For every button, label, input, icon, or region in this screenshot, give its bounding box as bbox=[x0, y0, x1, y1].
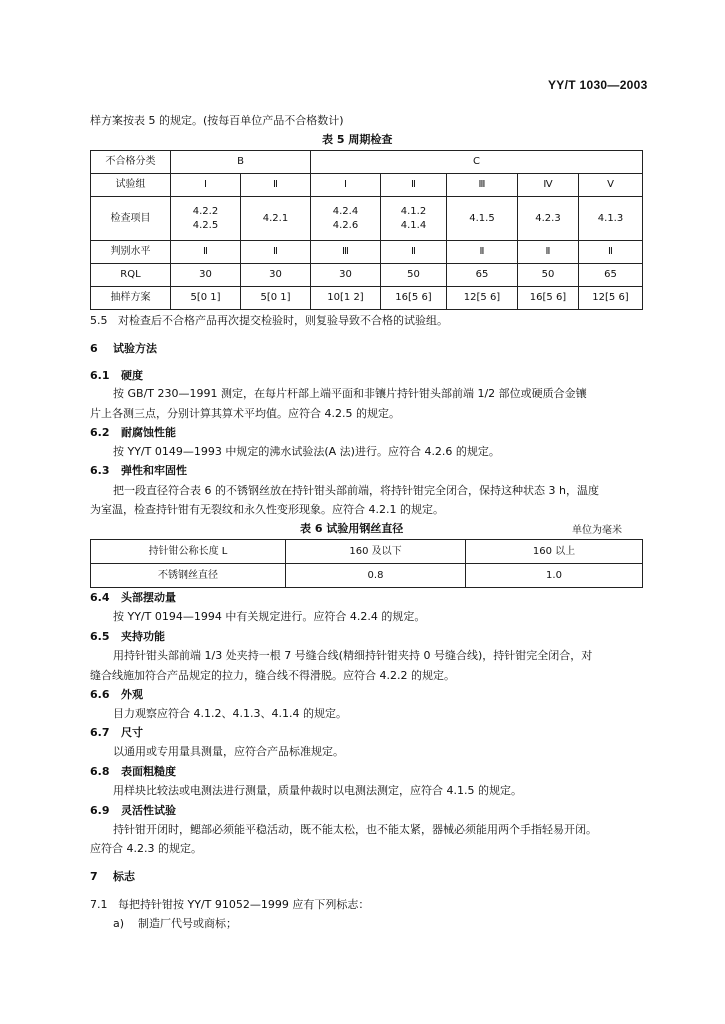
clause-title: 耐腐蚀性能 bbox=[121, 426, 176, 439]
list-item bbox=[113, 915, 237, 931]
table-cell: Ⅱ bbox=[241, 241, 311, 264]
clause-6-1-line2: 片上各测三点，分别计算其算术平均值。应符合 4.2.5 的规定。 bbox=[90, 407, 400, 420]
clause-7-1 bbox=[90, 896, 369, 912]
clause-text: 对检查后不合格产品再次提交检验时，则复验导致不合格的试验组。 bbox=[118, 314, 448, 327]
clause-title: 弹性和牢固性 bbox=[121, 464, 187, 477]
clause-6-7-heading bbox=[90, 724, 143, 740]
clause-6-7-line1: 以通用或专用量具测量，应符合产品标准规定。 bbox=[113, 745, 344, 758]
clause-number: 6.3 bbox=[90, 464, 110, 477]
clause-number: 6.4 bbox=[90, 591, 110, 604]
intro-line: 样方案按表 5 的规定。(按每百单位产品不合格数计) bbox=[90, 114, 344, 127]
cell-line: 4.1.4 bbox=[400, 219, 427, 231]
table-cell: Ⅱ bbox=[518, 241, 579, 264]
clause-title: 硬度 bbox=[121, 369, 143, 382]
clause-number: 6.7 bbox=[90, 726, 110, 739]
clause-6-3-line1: 把一段直径符合表 6 的不锈钢丝放在持针钳头部前端，将持针钳完全闭合，保持这种状态 3 h，温度 bbox=[113, 484, 599, 497]
table-row bbox=[91, 241, 643, 264]
table-cell: 12[5 6] bbox=[447, 287, 518, 310]
clause-number: 6.2 bbox=[90, 426, 110, 439]
section-title: 标志 bbox=[112, 870, 135, 883]
cell-line: 4.2.2 bbox=[192, 205, 219, 217]
clause-6-8-line1: 用样块比较法或电测法进行测量，质量仲裁时以电测法测定，应符合 4.1.5 的规定。 bbox=[113, 784, 522, 797]
clause-number: 7.1 bbox=[90, 898, 108, 911]
clause-6-2-line1: 按 YY/T 0149—1993 中规定的沸水试验法(A 法)进行。应符合 4.2.6 的规定。 bbox=[113, 445, 500, 458]
clause-6-9-heading bbox=[90, 802, 176, 818]
table-cell: 65 bbox=[579, 264, 643, 287]
cell-line: 4.2.4 bbox=[332, 205, 359, 217]
para-5-5 bbox=[90, 312, 448, 328]
clause-6-5-line1: 用持针钳头部前端 1/3 处夹持一根 7 号缝合线(精细持针钳夹持 0 号缝合线)，持针钳完全闭合，对 bbox=[113, 649, 593, 662]
clause-6-6-heading bbox=[90, 686, 143, 702]
list-label: a) bbox=[113, 917, 125, 930]
table-cell: 65 bbox=[447, 264, 518, 287]
clause-title: 表面粗糙度 bbox=[121, 765, 176, 778]
section-number: 6 bbox=[90, 342, 98, 355]
table-cell: Ⅳ bbox=[518, 174, 579, 197]
table-cell: B bbox=[171, 151, 311, 174]
table-cell: 30 bbox=[171, 264, 241, 287]
clause-title: 外观 bbox=[121, 688, 143, 701]
table-row bbox=[91, 174, 643, 197]
table-cell: Ⅲ bbox=[447, 174, 518, 197]
clause-title: 灵活性试验 bbox=[121, 804, 176, 817]
clause-6-2-heading bbox=[90, 424, 176, 440]
clause-title: 夹持功能 bbox=[121, 630, 165, 643]
table-cell: C bbox=[311, 151, 643, 174]
table6 bbox=[90, 539, 643, 588]
table-cell: 160 及以下 bbox=[286, 540, 466, 564]
table-cell: 4.1.5 bbox=[447, 197, 518, 241]
clause-6-6-line1: 目力观察应符合 4.1.2、4.1.3、4.1.4 的规定。 bbox=[113, 707, 347, 720]
clause-6-9-line1: 持针钳开闭时，鳃部必须能平稳活动，既不能太松，也不能太紧，器械必须能用两个手指轻易开闭。 bbox=[113, 823, 597, 836]
table-cell: Ⅱ bbox=[381, 174, 447, 197]
cell-line: 4.2.6 bbox=[332, 219, 359, 231]
table-row bbox=[91, 540, 643, 564]
table-cell: 5[0 1] bbox=[241, 287, 311, 310]
table5-title: 表 5 周期检查 bbox=[322, 133, 393, 146]
clause-6-1-line1: 按 GB/T 230—1991 测定，在每片杆部上端平面和非镶片持针钳头部前端 1/2 部位或硬质合金镶 bbox=[113, 387, 587, 400]
table-cell: 30 bbox=[311, 264, 381, 287]
table6-unit: 单位为毫米 bbox=[572, 525, 622, 536]
table-cell: 12[5 6] bbox=[579, 287, 643, 310]
clause-6-3-line2: 为室温，检查持针钳有无裂纹和永久性变形现象。应符合 4.2.1 的规定。 bbox=[90, 503, 444, 516]
table-cell: Ⅰ bbox=[311, 174, 381, 197]
table-cell: 持针钳公称长度 L bbox=[91, 540, 286, 564]
table-cell: Ⅴ bbox=[579, 174, 643, 197]
table-cell: 1.0 bbox=[466, 564, 643, 588]
table-cell: 4.2.1 bbox=[241, 197, 311, 241]
section-number: 7 bbox=[90, 870, 98, 883]
clause-6-3-heading bbox=[90, 462, 187, 478]
clause-title: 尺寸 bbox=[121, 726, 143, 739]
clause-number: 6.9 bbox=[90, 804, 110, 817]
table-cell bbox=[171, 197, 241, 241]
clause-6-5-line2: 缝合线施加符合产品规定的拉力，缝合线不得滑脱。应符合 4.2.2 的规定。 bbox=[90, 669, 455, 682]
table-cell: Ⅰ bbox=[171, 174, 241, 197]
table-cell: Ⅱ bbox=[381, 241, 447, 264]
cell-line: 4.1.2 bbox=[400, 205, 427, 217]
table-cell: 16[5 6] bbox=[381, 287, 447, 310]
table-row bbox=[91, 151, 643, 174]
clause-6-4-line1: 按 YY/T 0194—1994 中有关规定进行。应符合 4.2.4 的规定。 bbox=[113, 610, 426, 623]
cell-line: 4.2.5 bbox=[192, 219, 219, 231]
table-cell: Ⅲ bbox=[311, 241, 381, 264]
table-cell: Ⅱ bbox=[241, 174, 311, 197]
table-cell: 抽样方案 bbox=[91, 287, 171, 310]
clause-number: 6.6 bbox=[90, 688, 110, 701]
table6-title: 表 6 试验用钢丝直径 bbox=[300, 522, 404, 535]
clause-number: 5.5 bbox=[90, 314, 108, 327]
table-cell bbox=[311, 197, 381, 241]
clause-title: 头部摆动量 bbox=[121, 591, 176, 604]
table-cell: 检查项目 bbox=[91, 197, 171, 241]
clause-6-9-line2: 应符合 4.2.3 的规定。 bbox=[90, 842, 202, 855]
clause-6-1-heading bbox=[90, 367, 143, 383]
table-cell: 不锈钢丝直径 bbox=[91, 564, 286, 588]
clause-6-8-heading bbox=[90, 763, 176, 779]
clause-text: 每把持针钳按 YY/T 91052—1999 应有下列标志： bbox=[118, 898, 370, 911]
table-row bbox=[91, 564, 643, 588]
table-cell bbox=[381, 197, 447, 241]
table-cell: 30 bbox=[241, 264, 311, 287]
table-cell: 4.1.3 bbox=[579, 197, 643, 241]
table-row bbox=[91, 264, 643, 287]
section-6-heading bbox=[90, 340, 157, 356]
clause-number: 6.5 bbox=[90, 630, 110, 643]
clause-6-5-heading bbox=[90, 628, 165, 644]
table5 bbox=[90, 150, 643, 310]
table-cell: RQL bbox=[91, 264, 171, 287]
clause-number: 6.8 bbox=[90, 765, 110, 778]
table-cell: 5[0 1] bbox=[171, 287, 241, 310]
clause-6-4-heading bbox=[90, 589, 176, 605]
table-row bbox=[91, 287, 643, 310]
section-7-heading bbox=[90, 868, 135, 884]
standard-number: YY/T 1030—2003 bbox=[548, 78, 648, 92]
table-cell: Ⅱ bbox=[447, 241, 518, 264]
list-text: 制造厂代号或商标； bbox=[138, 917, 238, 930]
table-cell: 0.8 bbox=[286, 564, 466, 588]
table-cell: 试验组 bbox=[91, 174, 171, 197]
table-cell: 4.2.3 bbox=[518, 197, 579, 241]
table-cell: 160 以上 bbox=[466, 540, 643, 564]
table-cell: 10[1 2] bbox=[311, 287, 381, 310]
table-cell: 50 bbox=[518, 264, 579, 287]
clause-number: 6.1 bbox=[90, 369, 110, 382]
table-row bbox=[91, 197, 643, 241]
table-cell: 不合格分类 bbox=[91, 151, 171, 174]
section-title: 试验方法 bbox=[112, 342, 157, 355]
table-cell: 16[5 6] bbox=[518, 287, 579, 310]
table-cell: Ⅱ bbox=[579, 241, 643, 264]
table-cell: 判别水平 bbox=[91, 241, 171, 264]
table-cell: 50 bbox=[381, 264, 447, 287]
table-cell: Ⅱ bbox=[171, 241, 241, 264]
